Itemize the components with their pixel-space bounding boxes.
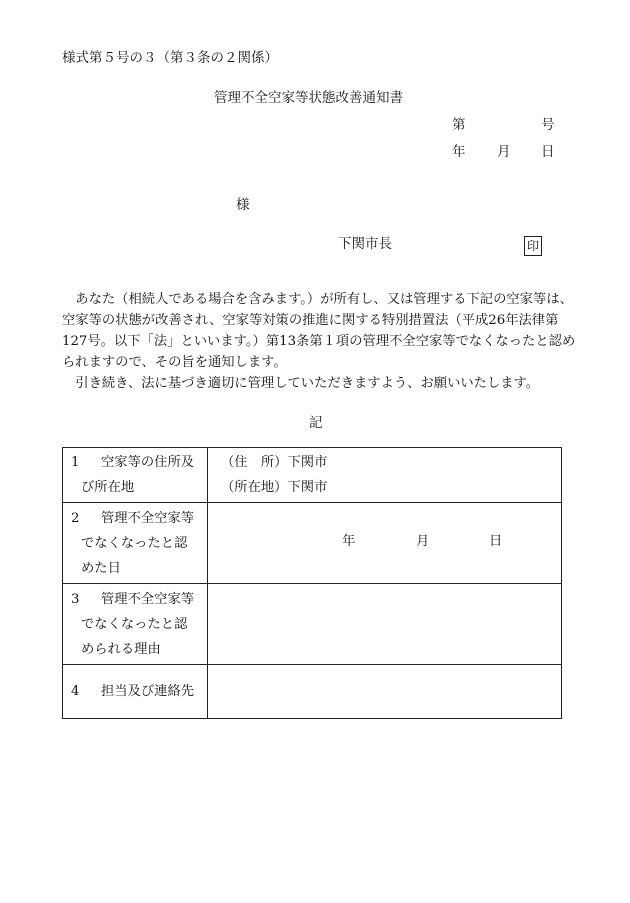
- notice-details-table: [62, 447, 562, 719]
- row-label-date: [63, 503, 208, 584]
- table-row: [63, 584, 562, 665]
- row-number: 1: [71, 455, 80, 470]
- label-line: められる理由: [81, 641, 161, 657]
- label-line: 空家等の住所及: [101, 455, 195, 470]
- row-number: 2: [71, 510, 80, 526]
- row-number: 3: [71, 591, 80, 607]
- form-label: 様式第５号の３（第３条の２関係）: [62, 50, 278, 66]
- ki-label: 記: [309, 415, 323, 431]
- table-row: [63, 665, 562, 719]
- row-value-contact: [208, 665, 562, 719]
- row-value-date: [208, 503, 562, 584]
- label-line: めた日: [81, 560, 121, 576]
- date-day: 日: [541, 144, 555, 160]
- label-line: 管理不全空家等: [101, 510, 195, 526]
- label-line: でなくなったと認: [81, 616, 188, 632]
- row-value-address: [208, 448, 562, 503]
- doc-number-prefix: 第: [452, 117, 466, 133]
- body-paragraph-1: あなた（相続人である場合を含みます。）が所有し、又は管理する下記の空家等は、空家等の状態が改善され、空家等対策の推進に関する特別措置法（平成26年法律第127号。以下「法」といいます。）第13条第１項の管理不全空家等でなくなったと認められますので、その旨を通知します。: [62, 292, 576, 370]
- row-number: 4: [71, 684, 80, 699]
- row-value-reason: [208, 584, 562, 665]
- date-month: 月: [497, 144, 511, 160]
- doc-number-suffix: 号: [541, 117, 555, 133]
- seal-stamp: 印: [524, 236, 542, 256]
- date-day-field: 日: [489, 534, 503, 549]
- table-row: [63, 448, 562, 503]
- table-row: [63, 503, 562, 584]
- row-label-contact: [63, 665, 208, 719]
- location-line: （所在地）下関市: [221, 480, 328, 495]
- label-line: でなくなったと認: [81, 535, 188, 551]
- sender-name: 下関市長: [338, 236, 392, 252]
- label-line: 管理不全空家等: [101, 591, 195, 607]
- label-line: び所在地: [81, 480, 135, 495]
- date-year: 年: [452, 144, 466, 160]
- body-paragraph-2: 引き続き、法に基づき適切に管理していただきますよう、お願いいたします。: [75, 376, 540, 391]
- row-label-address: [63, 448, 208, 503]
- date-year-field: 年: [342, 534, 356, 549]
- label-line: 担当及び連絡先: [101, 684, 195, 699]
- date-month-field: 月: [416, 534, 430, 549]
- document-title: 管理不全空家等状態改善通知書: [214, 90, 403, 106]
- notice-body: [62, 289, 576, 394]
- row-label-reason: [63, 584, 208, 665]
- address-line: （住 所）下関市: [221, 455, 328, 470]
- addressee-suffix: 様: [236, 197, 250, 213]
